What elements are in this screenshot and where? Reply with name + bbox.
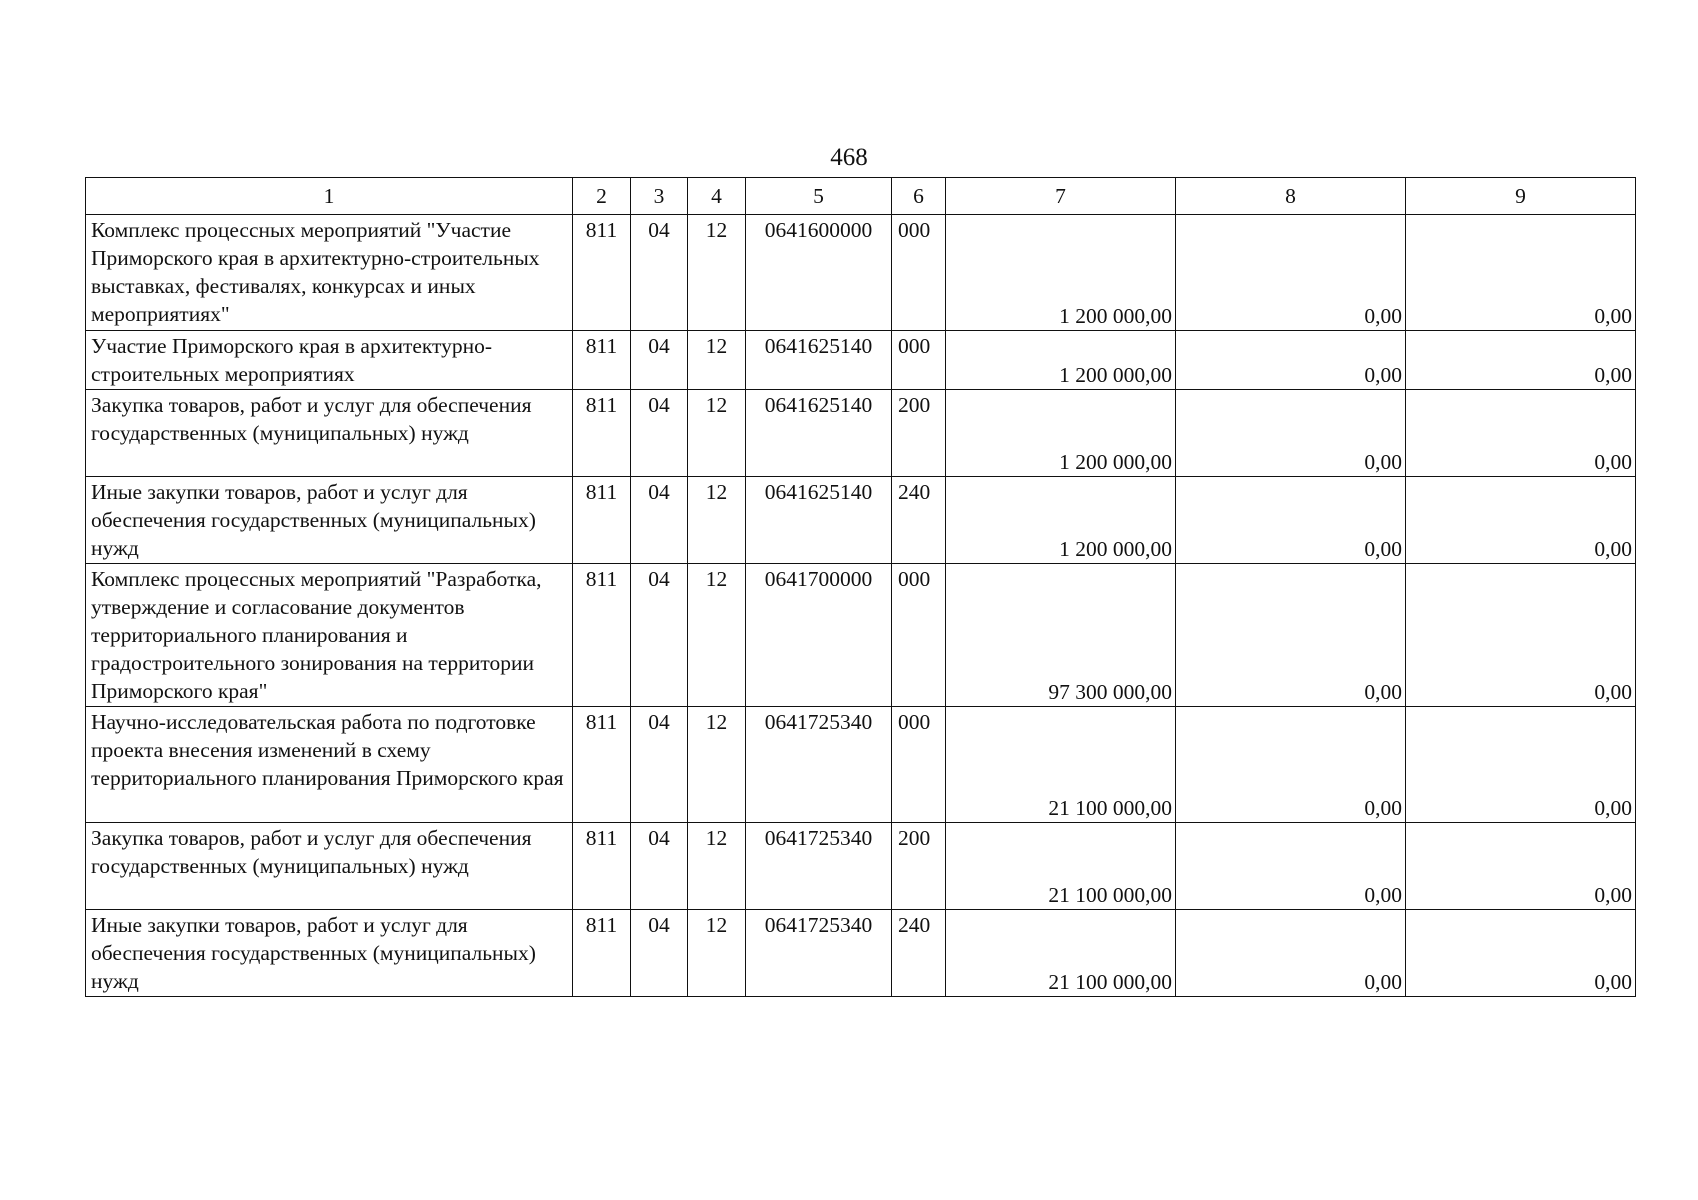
cell-amount-col8: 0,00 [1176,215,1406,331]
cell-expense-type: 000 [892,564,946,707]
table-row [86,564,1636,707]
cell-amount-col9: 0,00 [1406,707,1636,823]
cell-section: 04 [631,564,688,707]
cell-expense-type: 000 [892,707,946,823]
cell-amount-col9: 0,00 [1406,910,1636,997]
cell-amount-col9: 0,00 [1406,564,1636,707]
cell-target-article: 0641625140 [746,477,892,564]
cell-expense-type: 240 [892,477,946,564]
cell-ministry-code: 811 [573,390,631,477]
cell-amount-col8: 0,00 [1176,707,1406,823]
cell-amount-col7: 1 200 000,00 [946,331,1176,390]
row-name: Комплекс процессных мероприятий "Участие Приморского края в архитектурно-строительных выставках, фестивалях, конкурсах и иных мероприятиях" [86,215,573,331]
row-name: Иные закупки товаров, работ и услуг для обеспечения государственных (муниципальных) нужд [86,477,573,564]
cell-subsection: 12 [688,707,746,823]
cell-ministry-code: 811 [573,477,631,564]
cell-subsection: 12 [688,215,746,331]
cell-target-article: 0641625140 [746,390,892,477]
cell-ministry-code: 811 [573,215,631,331]
cell-ministry-code: 811 [573,823,631,910]
cell-expense-type: 000 [892,215,946,331]
cell-subsection: 12 [688,910,746,997]
cell-ministry-code: 811 [573,331,631,390]
cell-section: 04 [631,215,688,331]
cell-ministry-code: 811 [573,910,631,997]
cell-amount-col8: 0,00 [1176,564,1406,707]
column-header-7: 7 [946,178,1176,215]
cell-target-article: 0641725340 [746,910,892,997]
column-header-1: 1 [86,178,573,215]
cell-amount-col7: 1 200 000,00 [946,215,1176,331]
column-header-6: 6 [892,178,946,215]
cell-section: 04 [631,477,688,564]
cell-section: 04 [631,707,688,823]
cell-target-article: 0641725340 [746,823,892,910]
cell-target-article: 0641700000 [746,564,892,707]
table-row [86,390,1636,477]
cell-target-article: 0641600000 [746,215,892,331]
cell-amount-col8: 0,00 [1176,477,1406,564]
cell-amount-col7: 21 100 000,00 [946,707,1176,823]
cell-amount-col7: 1 200 000,00 [946,477,1176,564]
column-header-2: 2 [573,178,631,215]
column-header-3: 3 [631,178,688,215]
column-header-8: 8 [1176,178,1406,215]
row-name: Научно-исследовательская работа по подготовке проекта внесения изменений в схему территориального планирования Приморского края [86,707,573,823]
table-row [86,331,1636,390]
cell-ministry-code: 811 [573,564,631,707]
cell-amount-col7: 1 200 000,00 [946,390,1176,477]
cell-amount-col9: 0,00 [1406,390,1636,477]
table-row [86,477,1636,564]
cell-section: 04 [631,823,688,910]
cell-subsection: 12 [688,331,746,390]
cell-section: 04 [631,910,688,997]
cell-amount-col8: 0,00 [1176,823,1406,910]
cell-amount-col9: 0,00 [1406,331,1636,390]
column-header-5: 5 [746,178,892,215]
cell-expense-type: 200 [892,823,946,910]
cell-amount-col7: 21 100 000,00 [946,823,1176,910]
table-row [86,823,1636,910]
cell-section: 04 [631,331,688,390]
cell-amount-col9: 0,00 [1406,477,1636,564]
row-name: Участие Приморского края в архитектурно-строительных мероприятиях [86,331,573,390]
cell-subsection: 12 [688,564,746,707]
cell-expense-type: 200 [892,390,946,477]
table-row [86,215,1636,331]
cell-ministry-code: 811 [573,707,631,823]
cell-amount-col8: 0,00 [1176,910,1406,997]
cell-expense-type: 240 [892,910,946,997]
cell-amount-col9: 0,00 [1406,823,1636,910]
row-name: Комплекс процессных мероприятий "Разработка, утверждение и согласование документов территориального планирования и градостроительного зонирования на территории Приморского края" [86,564,573,707]
page-number: 468 [830,144,868,171]
column-header-4: 4 [688,178,746,215]
cell-subsection: 12 [688,823,746,910]
budget-table [85,177,1636,997]
row-name: Закупка товаров, работ и услуг для обеспечения государственных (муниципальных) нужд [86,823,573,910]
cell-subsection: 12 [688,477,746,564]
cell-amount-col8: 0,00 [1176,331,1406,390]
cell-amount-col7: 21 100 000,00 [946,910,1176,997]
cell-target-article: 0641625140 [746,331,892,390]
cell-amount-col9: 0,00 [1406,215,1636,331]
table-row [86,910,1636,997]
cell-subsection: 12 [688,390,746,477]
header-row [86,178,1636,215]
cell-amount-col8: 0,00 [1176,390,1406,477]
cell-amount-col7: 97 300 000,00 [946,564,1176,707]
cell-expense-type: 000 [892,331,946,390]
cell-section: 04 [631,390,688,477]
row-name: Иные закупки товаров, работ и услуг для обеспечения государственных (муниципальных) нужд [86,910,573,997]
column-header-9: 9 [1406,178,1636,215]
row-name: Закупка товаров, работ и услуг для обеспечения государственных (муниципальных) нужд [86,390,573,477]
cell-target-article: 0641725340 [746,707,892,823]
table-row [86,707,1636,823]
